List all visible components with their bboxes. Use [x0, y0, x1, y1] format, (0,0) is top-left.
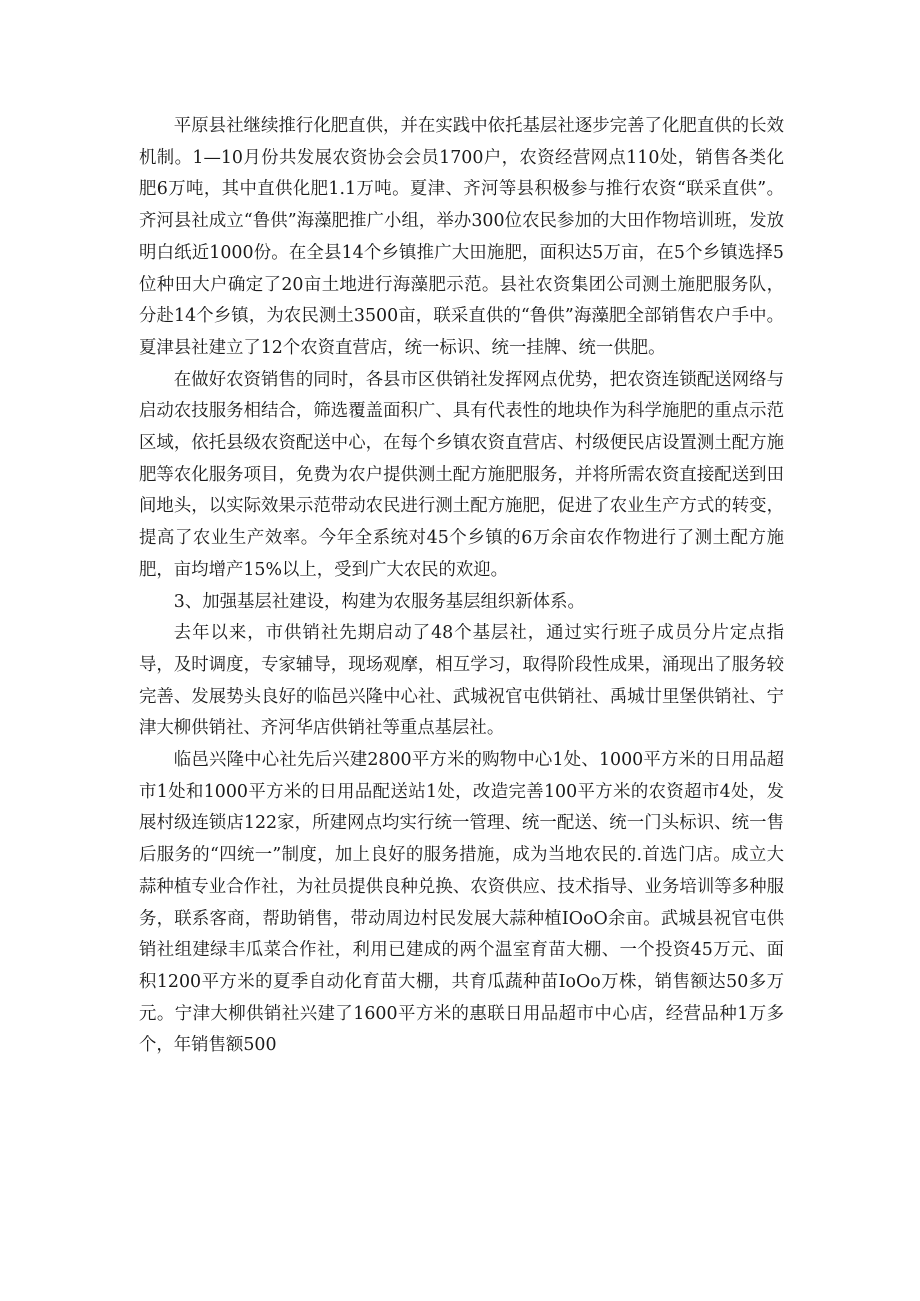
paragraph-grassroots-launch: 去年以来，市供销社先期启动了48个基层社，通过实行班子成员分片定点指导，及时调度，专家辅导，现场观摩，相互学习，取得阶段性成果，涌现出了服务较完善、发展势头良好的临邑兴隆中心社、武城祝官屯供销社、禹城廿里堡供销社、宁津大柳供销社、齐河华店供销社等重点基层社。	[139, 623, 784, 739]
paragraph-soil-testing-service: 在做好农资销售的同时，各县市区供销社发挥网点优势，把农资连锁配送网络与启动农技服务相结合，筛选覆盖面积广、具有代表性的地块作为科学施肥的重点示范区域，依托县级农资配送中心，在每个乡镇农资直营店、村级便民店设置测土配方施肥等农化服务项目，免费为农户提供测土配方施肥服务，并将所需农资直接配送到田间地头，以实际效果示范带动农民进行测土配方施肥，促进了农业生产方式的转变，提高了农业生产效率。今年全系统对45个乡镇的6万余亩农作物进行了测土配方施肥，亩均增产15%以上，受到广大农民的欢迎。	[139, 369, 784, 580]
document-body	[139, 111, 784, 1062]
paragraph-linyi-xinglong: 临邑兴隆中心社先后兴建2800平方米的购物中心1处、1000平方米的日用品超市1处和1000平方米的日用品配送站1处，改造完善100平方米的农资超市4处，发展村级连锁店122家，所建网点均实行统一管理、统一配送、统一门头标识、统一售后服务的“四统一”制度，加上良好的服务措施，成为当地农民的.首选门店。成立大蒜种植专业合作社，为社员提供良种兑换、农资供应、技术指导、业务培训等多种服务，联系客商，帮助销售，带动周边村民发展大蒜种植IOoO余亩。武城县祝官屯供销社组建绿丰瓜菜合作社，利用已建成的两个温室育苗大棚、一个投资45万元、面积1200平方米的夏季自动化育苗大棚，共育瓜蔬种苗IoOo万株，销售额达50多万元。宁津大柳供销社兴建了1600平方米的惠联日用品超市中心店，经营品种1万多个，年销售额500	[139, 750, 784, 1056]
section-heading-grassroots: 3、加强基层社建设，构建为农服务基层组织新体系。	[173, 591, 585, 612]
paragraph-fertilizer-direct-supply: 平原县社继续推行化肥直供，并在实践中依托基层社逐步完善了化肥直供的长效机制。1—10月份共发展农资协会会员1700户，农资经营网点110处，销售各类化肥6万吨，其中直供化肥1.1万吨。夏津、齐河等县积极参与推行农资“联采直供”。齐河县社成立“鲁供”海藻肥推广小组，举办300位农民参加的大田作物培训班，发放明白纸近1000份。在全县14个乡镇推广大田施肥，面积达5万亩，在5个乡镇选择5位种田大户确定了20亩土地进行海藻肥示范。县社农资集团公司测土施肥服务队，分赴14个乡镇，为农民测土3500亩，联采直供的“鲁供”海藻肥全部销售农户手中。夏津县社建立了12个农资直营店，统一标识、统一挂牌、统一供肥。	[139, 116, 784, 358]
